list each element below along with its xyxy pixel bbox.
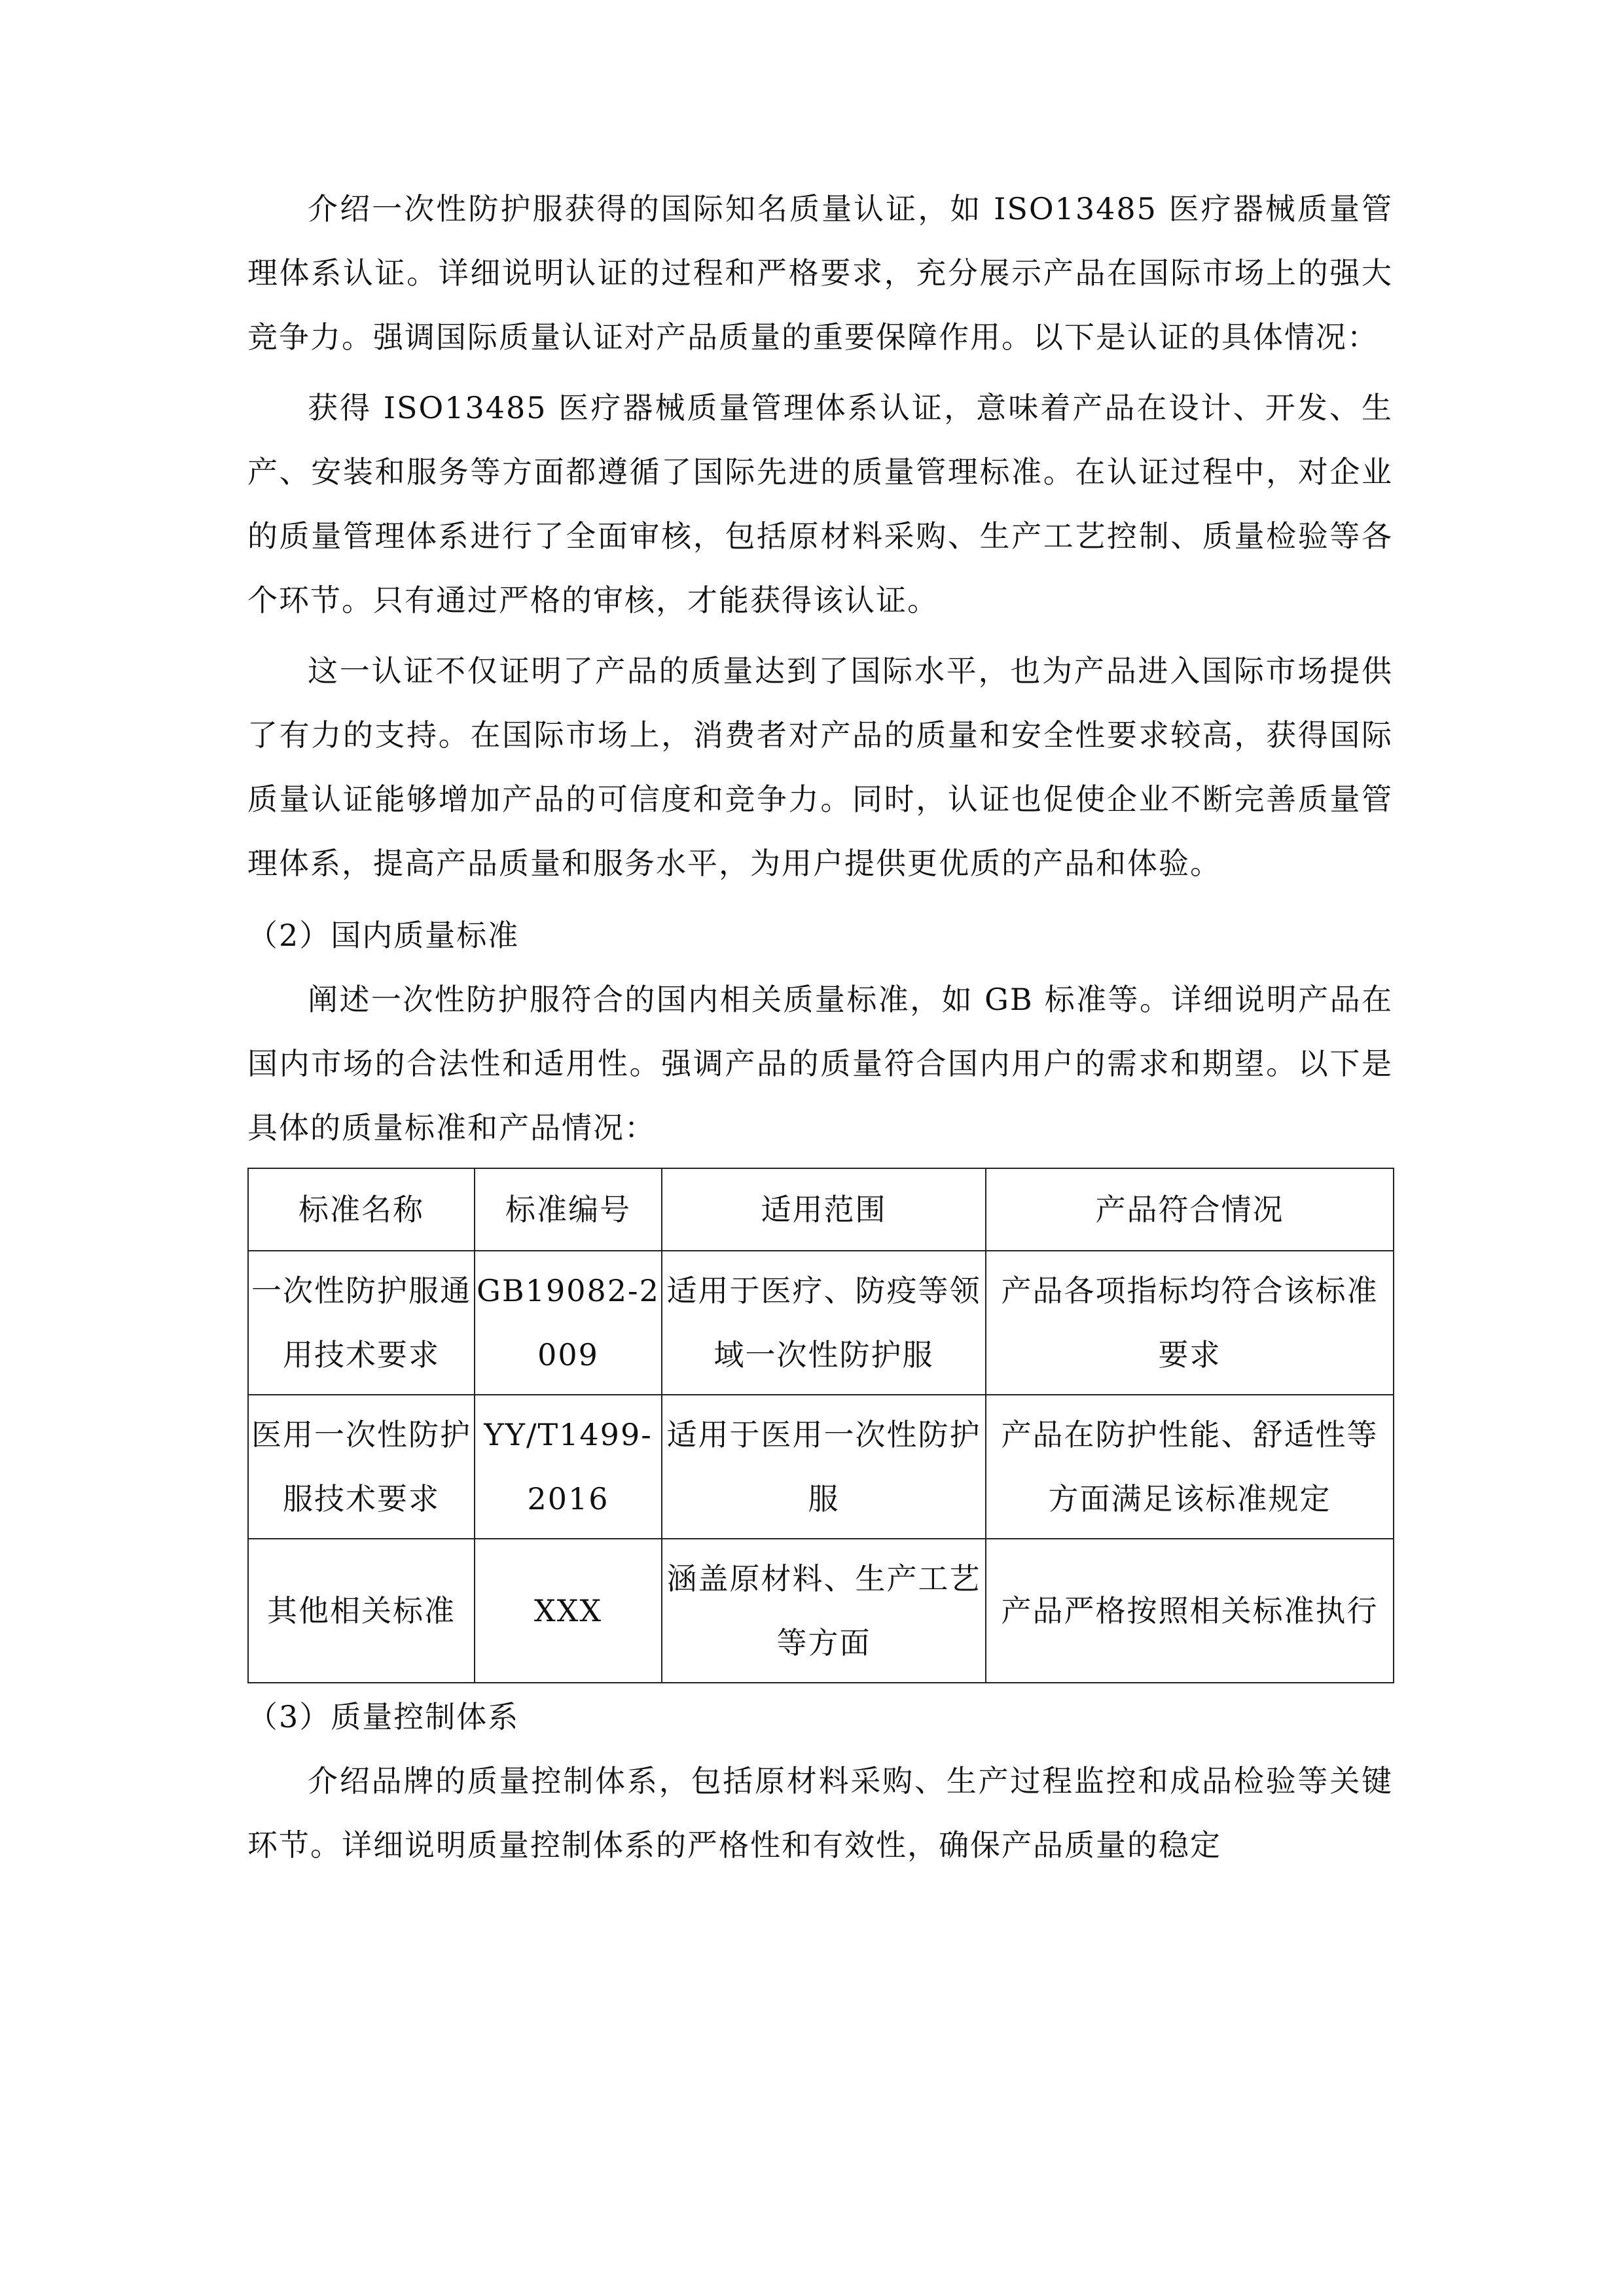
table-cell: GB19082-2009 xyxy=(475,1251,662,1395)
table-cell: 适用于医疗、防疫等领域一次性防护服 xyxy=(662,1251,986,1395)
intro-paragraph-2: 获得 ISO13485 医疗器械质量管理体系认证，意味着产品在设计、开发、生产、安装和服务等方面都遵循了国际先进的质量管理标准。在认证过程中，对企业的质量管理体系进行了全面审核，包括原材料采购、生产工艺控制、质量检验等各个环节。只有通过严格的审核，才能获得该认证。 xyxy=(247,390,1393,618)
table-cell: 其他相关标准 xyxy=(248,1539,475,1683)
standards-table xyxy=(247,1168,1394,1683)
section-2-heading: （2）国内质量标准 xyxy=(247,918,520,953)
table-row xyxy=(248,1395,1394,1539)
intro-paragraph-3: 这一认证不仅证明了产品的质量达到了国际水平，也为产品进入国际市场提供了有力的支持。在国际市场上，消费者对产品的质量和安全性要求较高，获得国际质量认证能够增加产品的可信度和竞争力。同时，认证也促使企业不断完善质量管理体系，提高产品质量和服务水平，为用户提供更优质的产品和体验。 xyxy=(247,653,1393,881)
intro-paragraph-1: 介绍一次性防护服获得的国际知名质量认证，如 ISO13485 医疗器械质量管理体系认证。详细说明认证的过程和严格要求，充分展示产品在国际市场上的强大竞争力。强调国际质量认证对产品质量的重要保障作用。以下是认证的具体情况： xyxy=(247,191,1393,355)
section-3-paragraph: 介绍品牌的质量控制体系，包括原材料采购、生产过程监控和成品检验等关键环节。详细说明质量控制体系的严格性和有效性，确保产品质量的稳定 xyxy=(247,1763,1393,1863)
table-header-row xyxy=(248,1168,1394,1251)
table-cell: 产品严格按照相关标准执行 xyxy=(986,1539,1394,1683)
table-header-cell: 产品符合情况 xyxy=(986,1168,1394,1251)
table-cell: 适用于医用一次性防护服 xyxy=(662,1395,986,1539)
table-cell: 产品各项指标均符合该标准要求 xyxy=(986,1251,1394,1395)
table-row xyxy=(248,1539,1394,1683)
table-cell: 产品在防护性能、舒适性等方面满足该标准规定 xyxy=(986,1395,1394,1539)
table-cell: 一次性防护服通用技术要求 xyxy=(248,1251,475,1395)
table-cell: XXX xyxy=(475,1539,662,1683)
document-body xyxy=(247,177,1393,1877)
table-header-cell: 适用范围 xyxy=(662,1168,986,1251)
section-2-paragraph: 阐述一次性防护服符合的国内相关质量标准，如 GB 标准等。详细说明产品在国内市场的合法性和适用性。强调产品的质量符合国内用户的需求和期望。以下是具体的质量标准和产品情况： xyxy=(247,982,1393,1145)
table-cell: 医用一次性防护服技术要求 xyxy=(248,1395,475,1539)
table-cell: YY/T1499-2016 xyxy=(475,1395,662,1539)
table-header-cell: 标准名称 xyxy=(248,1168,475,1251)
table-cell: 涵盖原材料、生产工艺等方面 xyxy=(662,1539,986,1683)
section-3-heading: （3）质量控制体系 xyxy=(247,1699,520,1734)
table-header-cell: 标准编号 xyxy=(475,1168,662,1251)
table-row xyxy=(248,1251,1394,1395)
